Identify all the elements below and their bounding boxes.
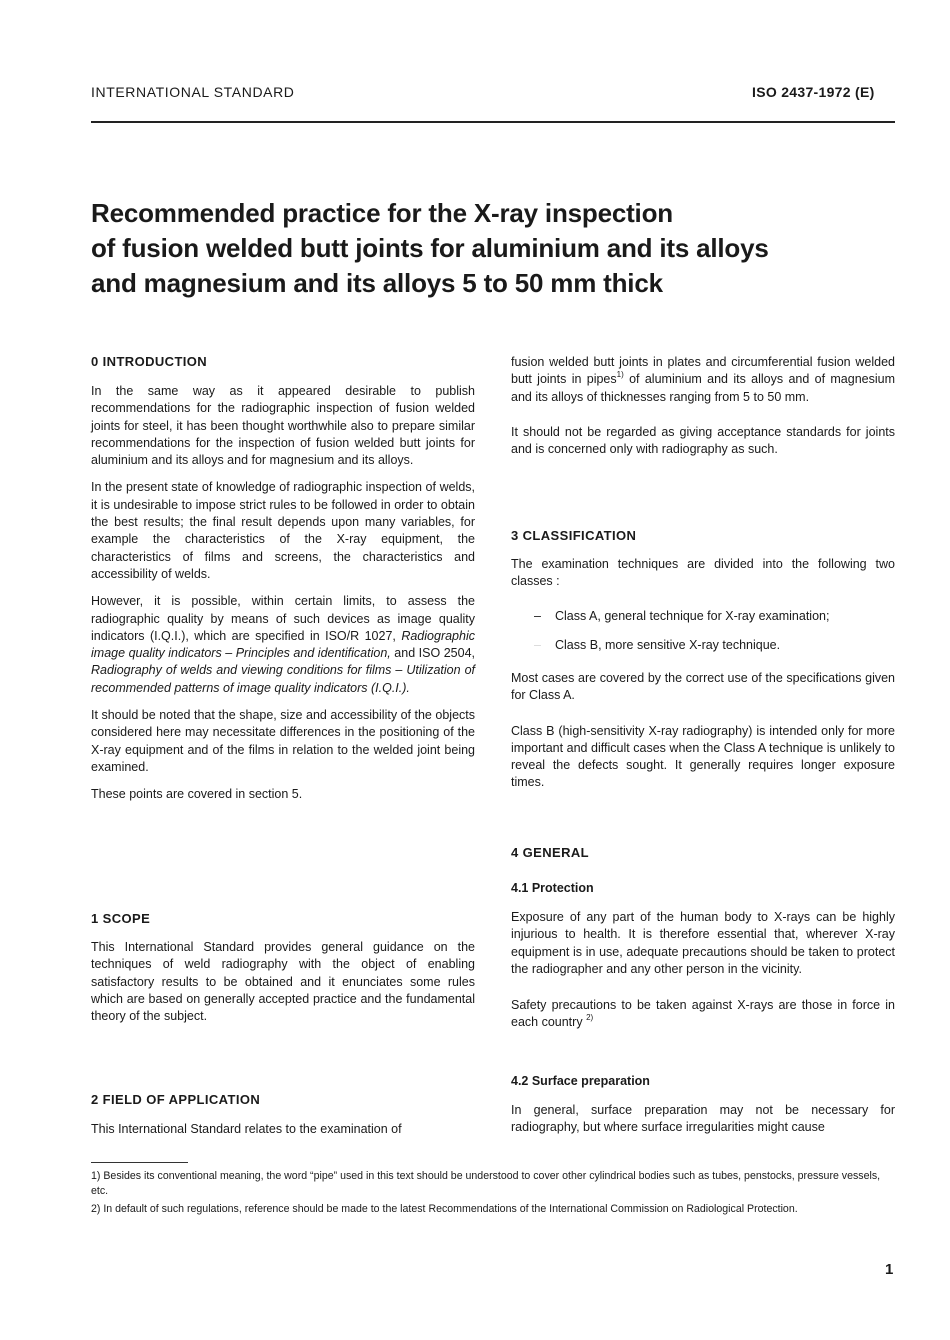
header-rule <box>91 121 895 123</box>
classification-paragraph-1: The examination techniques are divided into the following two classes : <box>511 557 895 589</box>
class-a-dash: – <box>534 609 541 623</box>
intro-paragraph-2: In the present state of knowledge of radiographic inspection of welds, it is undesirable to impose strict rules to be followed in order to obtain the best results; the final result depends upon many variables, for example the characteristics of the X-ray equipment, the characteristics of films and screens, the characteristics and accessibility of welds. <box>91 480 475 581</box>
protection-paragraph-2 <box>511 997 895 1032</box>
field-paragraph-1-start: This International Standard relates to the examination of <box>91 1122 402 1136</box>
intro-paragraph-1: In the same way as it appeared desirable to publish recommendations for the radiographic inspection of fusion welded joints for steel, it has been thought worthwhile also to prepare similar recommendations for the inspection of fusion welded butt joints for aluminium and its alloys and for magnesium and its alloys. <box>91 384 475 468</box>
header-document-number: ISO 2437-1972 (E) <box>752 84 875 100</box>
field-paragraph-2: It should not be regarded as giving acceptance standards for joints and is concerned only with radiography as such. <box>511 424 895 457</box>
class-a-list-item <box>534 609 894 623</box>
scope-section <box>91 939 475 1025</box>
intro-p3-text-c: and ISO 2504, <box>390 646 475 661</box>
classification-heading: 3 CLASSIFICATION <box>511 528 637 543</box>
class-b-list-item <box>534 638 894 652</box>
intro-paragraph-5: These points are covered in section 5. <box>91 787 303 802</box>
title-line-3: and magnesium and its alloys 5 to 50 mm thick <box>91 268 663 298</box>
iso-2504-title: Radiography of welds and viewing conditions for films – Utilization of recommended patterns of image quality indicators (I.Q.I.). <box>91 663 475 695</box>
protection-section <box>511 909 895 1032</box>
field-p1-cont-b: of aluminium and its alloys and of magnesium and its alloys of thicknesses ranging from 5 to 50 mm. <box>511 372 895 404</box>
class-b-dash: – <box>534 638 541 652</box>
footnote-rule <box>91 1162 188 1163</box>
protection-subheading: 4.1 Protection <box>511 881 594 895</box>
protection-p2-text: Safety precautions to be taken against X-rays are those in force in each country <box>511 998 895 1030</box>
introduction-heading: 0 INTRODUCTION <box>91 354 208 369</box>
surface-preparation-section <box>511 1102 895 1137</box>
field-paragraph-1-end <box>511 354 895 406</box>
general-heading: 4 GENERAL <box>511 845 590 860</box>
scope-paragraph-1: This International Standard provides general guidance on the techniques of weld radiography with the object of enabling satisfactory results to be obtained and it enunciates some rules which are based on generally accepted practice and the fundamental theory of the subject. <box>91 940 475 1024</box>
protection-paragraph-1: Exposure of any part of the human body to X-rays can be highly injurious to health. It is therefore essential that, wherever X-ray equipment is in use, adequate precautions should be taken to protect the radiographer and any other person in the vicinity. <box>511 910 895 976</box>
introduction-section <box>91 383 475 804</box>
page-title <box>91 196 911 301</box>
footnote-1: 1) Besides its conventional meaning, the word “pipe” used in this text should be understood to cover other cylindrical bodies such as tubes, penstocks, pressure vessels, etc. <box>91 1170 881 1197</box>
title-line-2: of fusion welded butt joints for aluminium and its alloys <box>91 233 769 263</box>
title-line-1: Recommended practice for the X-ray inspection <box>91 198 673 228</box>
intro-paragraph-3 <box>91 593 475 697</box>
field-of-application-section <box>91 1121 475 1138</box>
field-of-application-heading: 2 FIELD OF APPLICATION <box>91 1092 261 1107</box>
class-b-label: Class B, more sensitive X-ray technique. <box>555 638 781 652</box>
field-of-application-continued <box>511 354 895 458</box>
footnote-1-ref: 1) <box>616 370 624 380</box>
page-number: 1 <box>885 1261 894 1278</box>
header-standard-label: INTERNATIONAL STANDARD <box>91 84 295 100</box>
field-p1-cont-a: fusion welded butt joints in plates and circumferential fusion welded butt joints in pipes <box>511 355 895 387</box>
classification-paragraph-2: Most cases are covered by the correct use of the specifications given for Class A. <box>511 671 895 703</box>
classification-paragraph-3: Class B (high-sensitivity X-ray radiography) is intended only for more important and difficult cases when the Class A technique is unlikely to reveal the defects sought. It generally requires longer exposure times. <box>511 723 895 790</box>
surface-paragraph-1: In general, surface preparation may not be necessary for radiography, but where surface irregularities might cause <box>511 1103 895 1135</box>
class-a-label: Class A, general technique for X-ray examination; <box>555 609 830 623</box>
intro-paragraph-4: It should be noted that the shape, size and accessibility of the objects considered here may necessitate differences in the positioning of the X-ray equipment and of the films in relation to the welded joint being examined. <box>91 708 475 774</box>
surface-preparation-subheading: 4.2 Surface preparation <box>511 1074 650 1088</box>
classification-intro <box>511 556 895 591</box>
footnote-2-ref: 2) <box>586 1013 594 1023</box>
intro-p3-text-a: However, it is possible, within certain limits, to assess the radiographic quality by means of such devices as image quality indicators (I.Q.I.), which are specified in ISO/R 1027, <box>91 594 475 643</box>
iso-r-1027-title: Radiographic image quality indicators – Principles and identification, <box>91 628 475 661</box>
footnote-2: 2) In default of such regulations, reference should be made to the latest Recommendations of the International Commission on Radiological Protection. <box>91 1203 798 1215</box>
scope-heading: 1 SCOPE <box>91 911 151 926</box>
classification-body <box>511 670 895 792</box>
